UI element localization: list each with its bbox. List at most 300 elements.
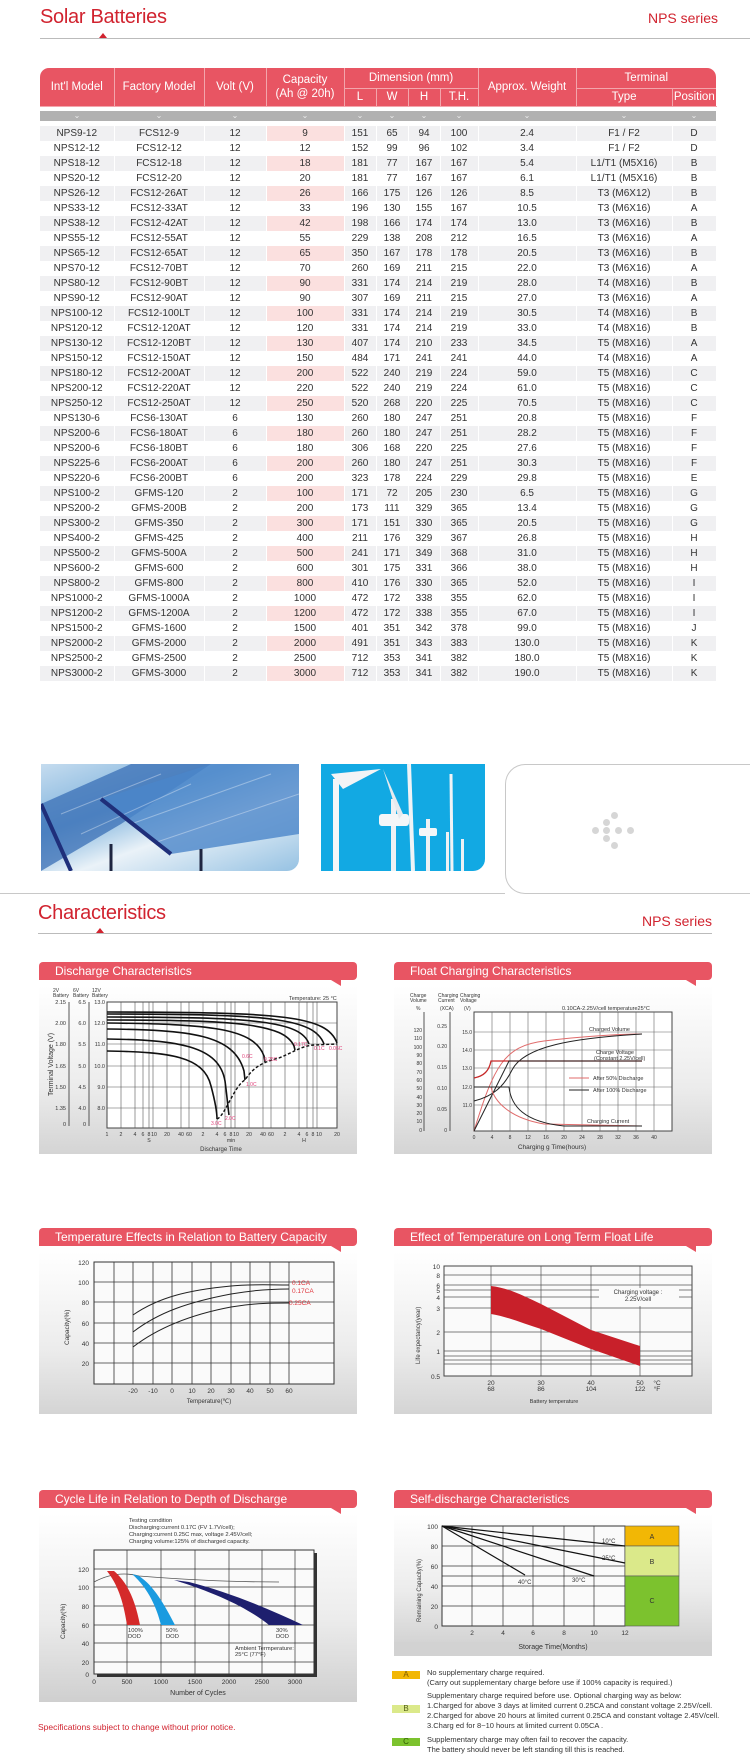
cell-dim-h: 220 (408, 396, 440, 411)
self-discharge-xlabel-strip (394, 1642, 712, 1656)
sort-chevron-icon[interactable]: ⌄ (478, 111, 576, 121)
cell-terminal-type: L1/T1 (M5X16) (576, 156, 672, 171)
svg-text:4: 4 (501, 1630, 505, 1637)
svg-text:10°C: 10°C (602, 1539, 616, 1545)
svg-text:0.25CA: 0.25CA (289, 1300, 311, 1307)
svg-text:2: 2 (201, 1132, 205, 1138)
cell-factory-model: FCS12-18 (114, 156, 204, 171)
svg-text:30: 30 (227, 1388, 235, 1395)
svg-text:2.0C: 2.0C (225, 1116, 236, 1122)
cell-capacity: 20 (266, 171, 344, 186)
cell-factory-model: GFMS-500A (114, 546, 204, 561)
table-row (40, 621, 716, 636)
table-row (40, 201, 716, 216)
cell-capacity: 90 (266, 276, 344, 291)
cell-dim-l: 331 (344, 321, 376, 336)
cell-weight: 20.5 (478, 516, 576, 531)
cell-capacity: 200 (266, 366, 344, 381)
sort-chevron-icon[interactable]: ⌄ (576, 111, 672, 121)
cell-dim-h: 341 (408, 651, 440, 666)
legend-swatch-a: A (392, 1671, 420, 1679)
table-row (40, 156, 716, 171)
cell-terminal-type: T5 (M8X16) (576, 621, 672, 636)
table-row (40, 141, 716, 156)
cell-intl-model: NPS70-12 (40, 261, 114, 276)
svg-text:Volume: Volume (410, 998, 427, 1004)
panel-title: Effect of Temperature on Long Term Float Life (394, 1228, 712, 1246)
col-weight[interactable]: Approx. Weight (478, 68, 576, 106)
cell-volt: 12 (204, 156, 266, 171)
cell-factory-model: GFMS-2000 (114, 636, 204, 651)
capacity-unit: (Ah @ 20h) (275, 87, 335, 100)
characteristics-divider (38, 933, 712, 934)
svg-text:0: 0 (419, 1128, 422, 1134)
sort-bar (40, 111, 716, 121)
svg-text:DOD: DOD (128, 1634, 141, 1640)
cell-terminal-position: A (672, 351, 716, 366)
svg-text:10: 10 (233, 1132, 239, 1138)
cell-capacity: 12 (266, 141, 344, 156)
cell-capacity: 100 (266, 306, 344, 321)
cell-terminal-type: T5 (M8X16) (576, 411, 672, 426)
cell-capacity: 3000 (266, 666, 344, 681)
cell-capacity: 42 (266, 216, 344, 231)
svg-text:0.10CA-2.25V/cell temperatur: 0.10CA-2.25V/cell temperature25°C (562, 1006, 650, 1012)
cycle-life-xlabel-strip (39, 1688, 357, 1702)
cell-dim-h: 329 (408, 531, 440, 546)
cell-dim-h: 214 (408, 321, 440, 336)
cell-terminal-position: I (672, 606, 716, 621)
panel-title: Float Charging Characteristics (394, 962, 712, 980)
cell-intl-model: NPS130-12 (40, 336, 114, 351)
svg-text:0.20: 0.20 (437, 1044, 447, 1050)
cell-factory-model: FCS12-150AT (114, 351, 204, 366)
cell-weight: 70.5 (478, 396, 576, 411)
float-life-chart (394, 1252, 712, 1414)
cell-intl-model: NPS38-12 (40, 216, 114, 231)
cell-volt: 2 (204, 636, 266, 651)
svg-text:100: 100 (427, 1524, 438, 1531)
cell-dim-w: 65 (376, 126, 408, 141)
cell-volt: 6 (204, 441, 266, 456)
cell-dim-th: 215 (440, 261, 478, 276)
cell-capacity: 100 (266, 486, 344, 501)
sort-chevron-icon[interactable]: ⌄ (440, 111, 478, 121)
cell-dim-th: 212 (440, 231, 478, 246)
cell-factory-model: FCS12-55AT (114, 231, 204, 246)
svg-text:13.0: 13.0 (94, 1000, 105, 1006)
svg-text:Voltage: Voltage (460, 998, 477, 1004)
svg-text:20: 20 (334, 1132, 340, 1138)
cell-dim-l: 301 (344, 561, 376, 576)
cell-dim-th: 251 (440, 426, 478, 441)
cell-dim-w: 353 (376, 651, 408, 666)
cell-capacity: 130 (266, 411, 344, 426)
svg-text:10: 10 (590, 1630, 598, 1637)
col-capacity[interactable] (266, 68, 344, 106)
svg-text:3: 3 (436, 1306, 440, 1313)
cell-dim-w: 268 (376, 396, 408, 411)
cell-weight: 13.4 (478, 501, 576, 516)
cell-capacity: 150 (266, 351, 344, 366)
svg-text:Discharging:current 0.17C (FV: Discharging:current 0.17C (FV 1.7V/cell); (129, 1525, 235, 1531)
cell-dim-th: 178 (440, 246, 478, 261)
col-dim-w[interactable]: W (376, 88, 408, 106)
cell-dim-th: 219 (440, 276, 478, 291)
svg-text:100: 100 (413, 1045, 422, 1051)
cell-dim-h: 219 (408, 366, 440, 381)
svg-text:Battery: Battery (73, 993, 89, 999)
table-row (40, 261, 716, 276)
cell-dim-h: 214 (408, 306, 440, 321)
cell-weight: 190.0 (478, 666, 576, 681)
svg-text:80: 80 (81, 1300, 89, 1307)
cell-capacity: 130 (266, 336, 344, 351)
cell-dim-h: 247 (408, 456, 440, 471)
svg-text:8.0: 8.0 (97, 1106, 105, 1112)
svg-text:Temperature(℃): Temperature(℃) (186, 1399, 232, 1405)
cell-factory-model: FCS12-20 (114, 171, 204, 186)
svg-text:14.0: 14.0 (462, 1048, 472, 1054)
cell-terminal-position: B (672, 321, 716, 336)
col-factory-model[interactable]: Factory Model (114, 68, 204, 106)
cell-weight: 29.8 (478, 471, 576, 486)
wind-turbines-photo (321, 764, 485, 871)
strip-divider (0, 893, 505, 894)
cell-capacity: 200 (266, 456, 344, 471)
cell-factory-model: FCS6-130AT (114, 411, 204, 426)
cell-volt: 6 (204, 411, 266, 426)
svg-text:20: 20 (246, 1132, 252, 1138)
table-row (40, 306, 716, 321)
cell-dim-th: 382 (440, 666, 478, 681)
cell-terminal-type: L1/T1 (M5X16) (576, 171, 672, 186)
table-row (40, 516, 716, 531)
cell-intl-model: NPS33-12 (40, 201, 114, 216)
svg-text:20: 20 (430, 1604, 438, 1611)
svg-text:1.0C: 1.0C (246, 1082, 257, 1088)
svg-text:20: 20 (561, 1135, 567, 1141)
cell-dim-w: 166 (376, 216, 408, 231)
table-row (40, 381, 716, 396)
cell-intl-model: NPS600-2 (40, 561, 114, 576)
legend-line: The battery should never be left standing till this is reached. (427, 1745, 625, 1754)
cell-dim-th: 167 (440, 171, 478, 186)
cell-dim-h: 331 (408, 561, 440, 576)
cell-dim-w: 72 (376, 486, 408, 501)
cell-volt: 12 (204, 231, 266, 246)
svg-text:2000: 2000 (221, 1679, 237, 1686)
cell-volt: 2 (204, 531, 266, 546)
title-divider (40, 38, 750, 39)
cell-factory-model: GFMS-1000A (114, 591, 204, 606)
cell-dim-th: 241 (440, 351, 478, 366)
cell-dim-w: 171 (376, 351, 408, 366)
svg-text:Battery temperature: Battery temperature (529, 1399, 579, 1405)
discharge-chart (39, 986, 357, 1154)
svg-text:13.0: 13.0 (462, 1066, 472, 1072)
cell-intl-model: NPS400-2 (40, 531, 114, 546)
svg-text:2500: 2500 (254, 1679, 270, 1686)
cell-weight: 27.6 (478, 441, 576, 456)
cell-capacity: 180 (266, 441, 344, 456)
cell-dim-h: 96 (408, 141, 440, 156)
cell-dim-th: 365 (440, 516, 478, 531)
cell-dim-h: 174 (408, 216, 440, 231)
sort-chevron-icon[interactable]: ⌄ (40, 111, 114, 121)
table-row (40, 336, 716, 351)
cell-dim-w: 180 (376, 456, 408, 471)
cell-terminal-position: G (672, 516, 716, 531)
cell-dim-l: 522 (344, 366, 376, 381)
cell-dim-w: 130 (376, 201, 408, 216)
cell-dim-h: 330 (408, 576, 440, 591)
cell-dim-h: 220 (408, 441, 440, 456)
svg-text:H: H (302, 1138, 306, 1144)
svg-text:20: 20 (416, 1111, 422, 1117)
cell-factory-model: GFMS-1600 (114, 621, 204, 636)
cell-volt: 2 (204, 606, 266, 621)
cell-dim-th: 167 (440, 156, 478, 171)
cell-intl-model: NPS1200-2 (40, 606, 114, 621)
svg-text:6: 6 (305, 1132, 309, 1138)
cell-dim-h: 329 (408, 501, 440, 516)
table-row (40, 276, 716, 291)
cell-terminal-type: T5 (M8X16) (576, 546, 672, 561)
cell-volt: 12 (204, 336, 266, 351)
svg-text:12: 12 (525, 1135, 531, 1141)
cell-terminal-type: T4 (M8X16) (576, 276, 672, 291)
table-row (40, 171, 716, 186)
cell-capacity: 65 (266, 246, 344, 261)
cell-dim-l: 307 (344, 291, 376, 306)
cell-factory-model: FCS6-180BT (114, 441, 204, 456)
cell-dim-th: 224 (440, 381, 478, 396)
sort-chevron-icon[interactable]: ⌄ (204, 111, 266, 121)
cell-dim-l: 484 (344, 351, 376, 366)
cell-dim-h: 210 (408, 336, 440, 351)
sort-chevron-icon[interactable]: ⌄ (114, 111, 204, 121)
cell-factory-model: FCS12-12 (114, 141, 204, 156)
legend-swatch-b: B (392, 1705, 420, 1713)
cell-dim-w: 99 (376, 141, 408, 156)
cell-factory-model: FCS6-200BT (114, 471, 204, 486)
table-row (40, 231, 716, 246)
svg-text:After 50% Discharge: After 50% Discharge (593, 1076, 644, 1082)
cell-dim-th: 219 (440, 306, 478, 321)
svg-text:2V: 2V (53, 988, 60, 994)
cell-dim-l: 331 (344, 276, 376, 291)
legend-line: 3.Charg ed for 8~10 hours at limited current 0.05CA . (427, 1721, 604, 1730)
sort-chevron-icon[interactable]: ⌄ (344, 111, 376, 121)
cell-capacity: 800 (266, 576, 344, 591)
svg-text:Battery: Battery (92, 993, 108, 999)
cell-terminal-position: C (672, 366, 716, 381)
svg-text:Discharge Time: Discharge Time (200, 1147, 242, 1153)
cell-volt: 12 (204, 276, 266, 291)
cell-dim-l: 520 (344, 396, 376, 411)
svg-text:70: 70 (416, 1070, 422, 1076)
cell-dim-l: 196 (344, 201, 376, 216)
svg-text:0: 0 (82, 1122, 86, 1128)
cell-terminal-type: T5 (M8X16) (576, 606, 672, 621)
svg-text:-20: -20 (128, 1388, 138, 1395)
characteristics-title: Characteristics (38, 902, 166, 924)
svg-text:40: 40 (81, 1641, 89, 1648)
svg-text:1.65: 1.65 (55, 1064, 66, 1070)
sort-chevron-icon[interactable]: ⌄ (408, 111, 440, 121)
cell-dim-h: 338 (408, 591, 440, 606)
cell-weight: 59.0 (478, 366, 576, 381)
table-row (40, 246, 716, 261)
cell-volt: 6 (204, 456, 266, 471)
col-term-position[interactable]: Position (672, 88, 716, 106)
svg-text:90: 90 (416, 1053, 422, 1059)
cell-terminal-position: A (672, 231, 716, 246)
svg-text:DOD: DOD (276, 1634, 289, 1640)
svg-text:40: 40 (651, 1135, 657, 1141)
col-term-type[interactable]: Type (576, 88, 672, 106)
table-row (40, 291, 716, 306)
col-volt[interactable]: Volt (V) (204, 68, 266, 106)
col-dim-th[interactable]: T.H. (440, 88, 478, 106)
svg-text:Charged Volume: Charged Volume (589, 1027, 630, 1033)
cell-intl-model: NPS2500-2 (40, 651, 114, 666)
cell-dim-th: 251 (440, 411, 478, 426)
svg-text:Terminal Voltage (V): Terminal Voltage (V) (48, 1032, 55, 1096)
cell-factory-model: GFMS-2500 (114, 651, 204, 666)
cell-intl-model: NPS80-12 (40, 276, 114, 291)
cell-volt: 12 (204, 141, 266, 156)
svg-text:0.1CA: 0.1CA (292, 1280, 311, 1287)
svg-text:60: 60 (81, 1321, 89, 1328)
cell-capacity: 200 (266, 471, 344, 486)
cell-terminal-type: T3 (M6X16) (576, 216, 672, 231)
svg-text:0.10: 0.10 (437, 1086, 447, 1092)
svg-text:50%: 50% (166, 1628, 178, 1634)
svg-text:6: 6 (531, 1630, 535, 1637)
capacity-label: Capacity (282, 73, 328, 86)
svg-text:Capacity(%): Capacity(%) (64, 1309, 71, 1345)
table-row (40, 411, 716, 426)
sort-chevron-icon[interactable]: ⌄ (266, 111, 344, 121)
sort-chevron-icon[interactable]: ⌄ (376, 111, 408, 121)
cell-intl-model: NPS130-6 (40, 411, 114, 426)
col-intl-model[interactable]: Int'l Model (40, 68, 114, 106)
cell-dim-th: 355 (440, 606, 478, 621)
cell-dim-h: 247 (408, 411, 440, 426)
svg-text:25°C: 25°C (602, 1556, 616, 1562)
svg-text:8: 8 (311, 1132, 315, 1138)
svg-text:80: 80 (430, 1544, 438, 1551)
svg-text:%: % (416, 1006, 421, 1012)
svg-text:3.0C: 3.0C (211, 1121, 222, 1127)
cell-dim-th: 382 (440, 651, 478, 666)
cell-capacity: 9 (266, 126, 344, 141)
cell-intl-model: NPS120-12 (40, 321, 114, 336)
cell-capacity: 1000 (266, 591, 344, 606)
cell-capacity: 180 (266, 426, 344, 441)
cell-intl-model: NPS65-12 (40, 246, 114, 261)
cell-capacity: 120 (266, 321, 344, 336)
svg-text:10.0: 10.0 (94, 1064, 105, 1070)
cell-dim-h: 211 (408, 291, 440, 306)
cell-terminal-position: B (672, 276, 716, 291)
svg-text:20: 20 (81, 1361, 89, 1368)
svg-text:15.0: 15.0 (462, 1030, 472, 1036)
svg-text:5.5: 5.5 (78, 1042, 86, 1048)
col-terminal: Terminal (576, 68, 716, 88)
sort-chevron-icon[interactable]: ⌄ (672, 111, 716, 121)
cell-capacity: 33 (266, 201, 344, 216)
cell-dim-w: 176 (376, 531, 408, 546)
table-row (40, 471, 716, 486)
cell-dim-l: 152 (344, 141, 376, 156)
cell-dim-l: 522 (344, 381, 376, 396)
table-row (40, 396, 716, 411)
svg-text:°F: °F (653, 1386, 661, 1393)
svg-text:40: 40 (587, 1380, 595, 1387)
cell-factory-model: GFMS-3000 (114, 666, 204, 681)
cell-factory-model: FCS12-9 (114, 126, 204, 141)
cell-dim-w: 174 (376, 306, 408, 321)
cell-capacity: 90 (266, 291, 344, 306)
table-row (40, 366, 716, 381)
cell-dim-w: 111 (376, 501, 408, 516)
cell-terminal-type: T3 (M6X12) (576, 186, 672, 201)
svg-text:20: 20 (207, 1388, 215, 1395)
cell-dim-th: 230 (440, 486, 478, 501)
cell-dim-w: 151 (376, 516, 408, 531)
svg-text:20: 20 (487, 1380, 495, 1387)
cell-dim-th: 174 (440, 216, 478, 231)
cell-weight: 38.0 (478, 561, 576, 576)
svg-text:12.0: 12.0 (94, 1021, 105, 1027)
cell-dim-w: 174 (376, 276, 408, 291)
panel-title: Self-discharge Characteristics (394, 1490, 712, 1508)
col-dim-l[interactable]: L (344, 88, 376, 106)
cell-weight: 28.2 (478, 426, 576, 441)
cell-intl-model: NPS26-12 (40, 186, 114, 201)
legend-a-text (427, 1668, 750, 1688)
cycle-life-chart (39, 1514, 357, 1688)
cell-factory-model: GFMS-425 (114, 531, 204, 546)
table-row (40, 591, 716, 606)
cell-dim-th: 383 (440, 636, 478, 651)
svg-text:Charging: Charging (438, 993, 459, 999)
cell-dim-w: 240 (376, 366, 408, 381)
svg-text:4.0: 4.0 (78, 1106, 86, 1112)
cell-terminal-type: T5 (M8X16) (576, 471, 672, 486)
cell-dim-w: 77 (376, 171, 408, 186)
svg-text:8: 8 (562, 1630, 566, 1637)
cell-capacity: 500 (266, 546, 344, 561)
col-dim-h[interactable]: H (408, 88, 440, 106)
cell-weight: 99.0 (478, 621, 576, 636)
cell-dim-h: 155 (408, 201, 440, 216)
cell-dim-l: 306 (344, 441, 376, 456)
cell-dim-l: 171 (344, 486, 376, 501)
svg-text:100%: 100% (128, 1628, 143, 1634)
cell-dim-h: 126 (408, 186, 440, 201)
svg-text:Ambient Termperature:: Ambient Termperature: (235, 1646, 294, 1652)
cell-dim-w: 171 (376, 546, 408, 561)
cell-intl-model: NPS55-12 (40, 231, 114, 246)
cell-terminal-type: T5 (M8X16) (576, 381, 672, 396)
page-title: Solar Batteries (40, 6, 167, 28)
svg-text:11.0: 11.0 (462, 1103, 472, 1109)
cell-terminal-type: T4 (M8X16) (576, 321, 672, 336)
